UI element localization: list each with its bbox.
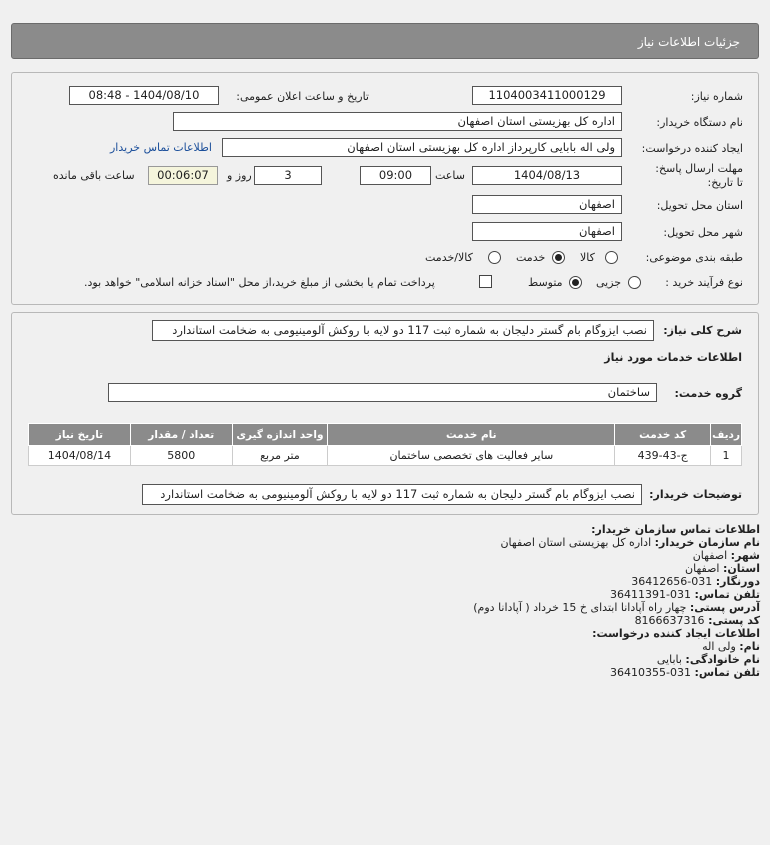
process-minor-radio[interactable] [628, 276, 641, 289]
last-name-label: نام خانوادگی: [685, 653, 760, 666]
col-unit-header: واحد اندازه گیری [232, 424, 328, 446]
remaining-time-field: 00:06:07 [148, 166, 218, 185]
col-code-header: کد خدمت [615, 424, 711, 446]
cell-unit: متر مربع [232, 446, 328, 466]
org-value: اداره کل بهزیستی استان اصفهان [500, 536, 652, 549]
phone-value: 031-36411391 [610, 588, 692, 601]
last-name-value: بابایی [656, 653, 682, 666]
contact-city-label: شهر: [730, 549, 760, 562]
process-medium-label: متوسط [528, 276, 563, 289]
contact-province-label: استان: [723, 562, 760, 575]
category-goods-service-label: کالا/خدمت [425, 251, 473, 264]
service-group-label: گروه خدمت: [674, 387, 742, 400]
buyer-org-label: نام دستگاه خریدار: [656, 116, 743, 129]
contact-province-value: اصفهان [685, 562, 720, 575]
table-row[interactable] [29, 446, 742, 466]
contact-city-value: اصفهان [692, 549, 728, 562]
postal-value: 8166637316 [634, 614, 705, 627]
deadline-date-field: 1404/08/13 [472, 166, 622, 185]
announce-field: 1404/08/10 - 08:48 [69, 86, 219, 105]
category-goods-label: کالا [580, 251, 595, 264]
description-field: نصب ایزوگام بام گستر دلیجان به شماره ثبت 117 دو لایه با روکش آلومینیومی به ضخامت استاندارد [152, 320, 654, 341]
contact-info [460, 523, 760, 679]
announce-label: تاریخ و ساعت اعلان عمومی: [236, 90, 369, 103]
process-medium-radio[interactable] [569, 276, 582, 289]
category-service-radio[interactable] [552, 251, 565, 264]
postal-label: کد پستی: [708, 614, 760, 627]
first-name-value: ولی اله [702, 640, 736, 653]
fax-label: دورنگار: [715, 575, 760, 588]
need-number-label: شماره نیاز: [690, 90, 743, 103]
buyer-notes-field: نصب ایزوگام بام گستر دلیجان به شماره ثبت 117 دو لایه با روکش آلومینیومی به ضخامت استاندارد [142, 484, 642, 505]
deadline-time-field: 09:00 [360, 166, 431, 185]
creator-phone-label: تلفن تماس: [694, 666, 760, 679]
deadline-label: مهلت ارسال پاسخ: تا تاریخ: [655, 162, 743, 189]
page-title: جزئیات اطلاعات نیاز [637, 35, 740, 49]
cell-code: ج-43-439 [615, 446, 711, 466]
province-label: استان محل تحویل: [656, 199, 743, 212]
col-name-header: نام خدمت [328, 424, 615, 446]
address-value: چهار راه آپادانا ابتدای خ 15 خرداد ( آپادانا دوم) [473, 601, 687, 614]
org-label: نام سازمان خریدار: [654, 536, 760, 549]
buyer-notes-label: توضیحات خریدار: [649, 488, 742, 501]
need-number-field: 1104003411000129 [472, 86, 622, 105]
page-header [11, 23, 759, 59]
treasury-payment-checkbox[interactable] [479, 275, 492, 288]
fax-value: 031-36412656 [631, 575, 713, 588]
city-label: شهر محل تحویل: [663, 226, 743, 239]
category-service-label: خدمت [516, 251, 546, 264]
phone-label: تلفن تماس: [694, 588, 760, 601]
buyer-contact-link[interactable]: اطلاعات تماس خریدار [110, 141, 212, 154]
province-field: اصفهان [472, 195, 622, 214]
days-label: روز و [227, 169, 252, 182]
contact-heading: اطلاعات تماس سازمان خریدار: [591, 523, 760, 536]
cell-date: 1404/08/14 [29, 446, 131, 466]
creator-heading: اطلاعات ایجاد کننده درخواست: [592, 627, 760, 640]
creator-phone-value: 031-36410355 [610, 666, 692, 679]
process-minor-label: جزیی [596, 276, 622, 289]
cell-qty: 5800 [130, 446, 232, 466]
city-field: اصفهان [472, 222, 622, 241]
description-label: شرح کلی نیاز: [663, 324, 742, 337]
table-header-row [29, 424, 742, 446]
creator-field: ولی اله بابایی کارپرداز اداره کل بهزیستی استان اصفهان [222, 138, 622, 157]
col-date-header: تاریخ نیاز [29, 424, 131, 446]
first-name-label: نام: [739, 640, 760, 653]
deadline-time-label: ساعت [435, 169, 465, 182]
services-heading: اطلاعات خدمات مورد نیاز [604, 351, 742, 364]
treasury-payment-text: پرداخت تمام یا بخشی از مبلغ خرید،از محل "اسناد خزانه اسلامی" خواهد بود. [84, 276, 435, 289]
category-goods-service-radio[interactable] [488, 251, 501, 264]
address-label: آدرس پستی: [689, 601, 760, 614]
details-panel [11, 72, 759, 305]
category-label: طبقه بندی موضوعی: [645, 251, 743, 264]
remaining-label: ساعت باقی مانده [53, 169, 135, 182]
creator-label: ایجاد کننده درخواست: [641, 142, 743, 155]
services-table [28, 423, 742, 466]
cell-row: 1 [711, 446, 742, 466]
col-row-header: ردیف [711, 424, 742, 446]
days-field: 3 [254, 166, 322, 185]
service-group-field: ساختمان [108, 383, 657, 402]
buyer-org-field: اداره کل بهزیستی استان اصفهان [173, 112, 622, 131]
category-goods-radio[interactable] [605, 251, 618, 264]
col-qty-header: تعداد / مقدار [130, 424, 232, 446]
cell-name: سایر فعالیت های تخصصی ساختمان [328, 446, 615, 466]
process-label: نوع فرآیند خرید : [665, 276, 743, 289]
